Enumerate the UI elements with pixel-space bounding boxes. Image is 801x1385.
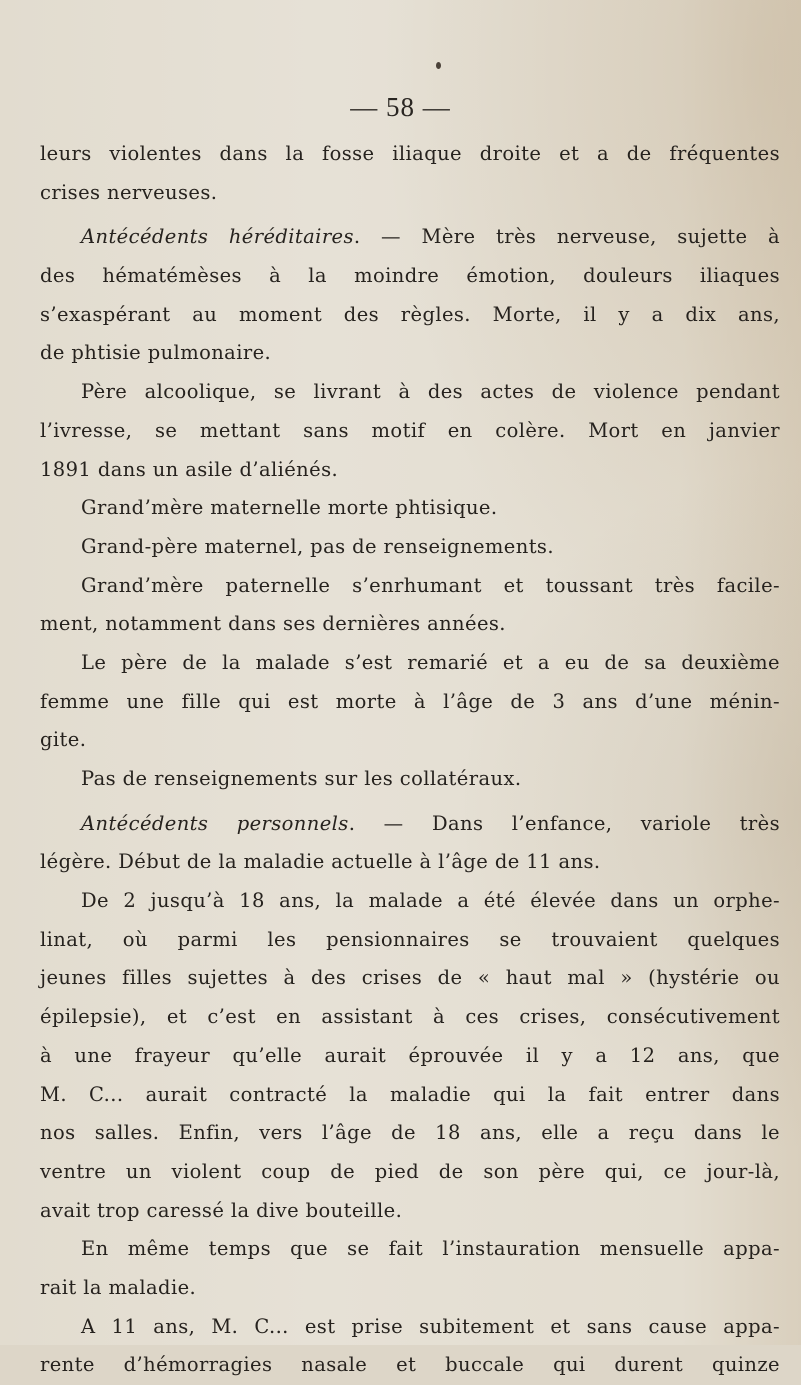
text-line-15: femme une fille qui est morte à l’âge de 3 ans d’une ménin-: [40, 689, 780, 713]
heading-antecedents-hereditaires: Antécédents héréditaires: [81, 225, 354, 249]
text-line-25: M. C... aurait contracté la maladie qui la fait entrer dans: [40, 1082, 780, 1106]
text-line-4: des hématémèses à la moindre émotion, douleurs iliaques: [40, 264, 780, 288]
text-line-30: rait la maladie.: [40, 1275, 197, 1299]
text-line-29: En même temps que se fait l’instauration mensuelle appa-: [81, 1237, 780, 1261]
text-line-32: rente d’hémorragies nasale et buccale qui durent quinze: [40, 1353, 780, 1377]
text-line-24: à une frayeur qu’elle aurait éprouvée il y a 12 ans, que: [40, 1043, 780, 1067]
text-line-16: gite.: [40, 728, 87, 752]
ink-speck: [436, 62, 441, 69]
text-line-9: 1891 dans un asile d’aliénés.: [40, 457, 339, 481]
text-line-21: linat, où parmi les pensionnaires se trouvaient quelques: [40, 927, 780, 951]
page-number: — 58 —: [350, 92, 451, 122]
text-line-8: l’ivresse, se mettant sans motif en colère. Mort en janvier: [40, 418, 780, 442]
text-line-17: Pas de renseignements sur les collatéraux.: [81, 767, 522, 790]
text-line-20: De 2 jusqu’à 18 ans, la malade a été élevée dans un orphe-: [81, 889, 780, 913]
text-line-31: A 11 ans, M. C... est prise subitement et sans cause appa-: [81, 1314, 780, 1338]
text-line-28: avait trop caressé la dive bouteille.: [40, 1198, 403, 1222]
text-line-23: épilepsie), et c’est en assistant à ces crises, consécutivement: [40, 1005, 780, 1029]
heading-antecedents-personnels: Antécédents personnels: [81, 811, 349, 835]
text-line-13: ment, notamment dans ses dernières années.: [40, 612, 506, 636]
text-line-11: Grand-père maternel, pas de renseignements.: [81, 534, 554, 558]
text-line-5: s’exaspérant au moment des règles. Morte, il y a dix ans,: [40, 302, 780, 326]
text-line-3: Antécédents héréditaires. — Mère très nerveuse, sujette à: [81, 225, 781, 249]
text-line-19: légère. Début de la maladie actuelle à l’âge de 11 ans.: [40, 850, 601, 874]
text-line-27: ventre un violent coup de pied de son père qui, ce jour-là,: [40, 1159, 780, 1183]
text-line-6: de phtisie pulmonaire.: [40, 341, 272, 365]
text-line-26: nos salles. Enfin, vers l’âge de 18 ans, elle a reçu dans le: [40, 1121, 780, 1145]
text-line-18: Antécédents personnels. — Dans l’enfance, variole très: [81, 811, 780, 835]
text-line-2: crises nerveuses.: [40, 180, 218, 204]
text-line-22: jeunes filles sujettes à des crises de « haut mal » (hystérie ou: [40, 966, 780, 990]
text-line-1: leurs violentes dans la fosse iliaque droite et a de fréquentes: [40, 142, 780, 165]
text-line-14: Le père de la malade s’est remarié et a eu de sa deuxième: [81, 650, 780, 674]
text-line-7: Père alcoolique, se livrant à des actes de violence pendant: [81, 380, 780, 404]
text-line-12: Grand’mère paternelle s’enrhumant et toussant très facile-: [81, 573, 780, 597]
body-text: [40, 135, 780, 1385]
text-line-10: Grand’mère maternelle morte phtisique.: [81, 496, 498, 520]
